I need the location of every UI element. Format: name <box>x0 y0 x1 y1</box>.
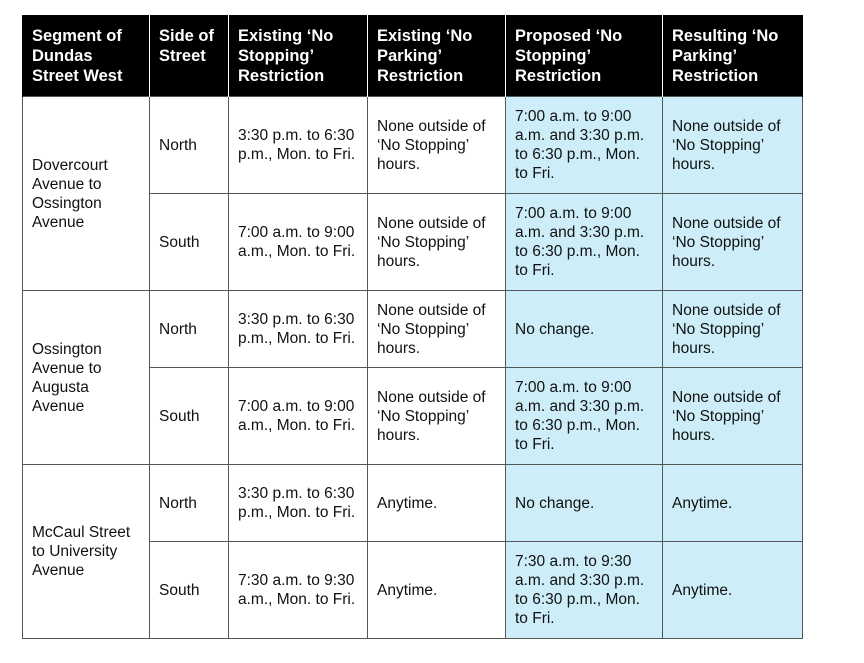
existing-no-stopping-cell: 3:30 p.m. to 6:30 p.m., Mon. to Fri. <box>229 465 368 542</box>
resulting-no-parking-cell: None outside of ‘No Stopping’ hours. <box>663 194 803 291</box>
resulting-no-parking-cell: None outside of ‘No Stopping’ hours. <box>663 368 803 465</box>
header-proposed-no-stopping: Proposed ‘No Stopping’ Restriction <box>506 15 663 97</box>
proposed-no-stopping-cell: 7:00 a.m. to 9:00 a.m. and 3:30 p.m. to 6:30 p.m., Mon. to Fri. <box>506 194 663 291</box>
side-cell: North <box>150 97 229 194</box>
resulting-no-parking-cell: Anytime. <box>663 465 803 542</box>
header-side: Side of Street <box>150 15 229 97</box>
header-segment: Segment of Dundas Street West <box>23 15 150 97</box>
side-cell: South <box>150 368 229 465</box>
table-row <box>23 291 803 368</box>
proposed-no-stopping-cell: No change. <box>506 465 663 542</box>
side-cell: North <box>150 465 229 542</box>
table-row <box>23 97 803 194</box>
existing-no-stopping-cell: 7:00 a.m. to 9:00 a.m., Mon. to Fri. <box>229 194 368 291</box>
proposed-no-stopping-cell: 7:00 a.m. to 9:00 a.m. and 3:30 p.m. to 6:30 p.m., Mon. to Fri. <box>506 368 663 465</box>
side-cell: South <box>150 194 229 291</box>
existing-no-stopping-cell: 7:30 a.m. to 9:30 a.m., Mon. to Fri. <box>229 542 368 639</box>
existing-no-stopping-cell: 3:30 p.m. to 6:30 p.m., Mon. to Fri. <box>229 291 368 368</box>
existing-no-stopping-cell: 3:30 p.m. to 6:30 p.m., Mon. to Fri. <box>229 97 368 194</box>
table-row <box>23 465 803 542</box>
existing-no-parking-cell: None outside of ‘No Stopping’ hours. <box>368 368 506 465</box>
side-cell: South <box>150 542 229 639</box>
resulting-no-parking-cell: None outside of ‘No Stopping’ hours. <box>663 291 803 368</box>
segment-cell: McCaul Street to University Avenue <box>23 465 150 639</box>
proposed-no-stopping-cell: No change. <box>506 291 663 368</box>
existing-no-parking-cell: Anytime. <box>368 465 506 542</box>
header-existing-no-stopping: Existing ‘No Stopping’ Restriction <box>229 15 368 97</box>
segment-cell: Dovercourt Avenue to Ossington Avenue <box>23 97 150 291</box>
resulting-no-parking-cell: Anytime. <box>663 542 803 639</box>
existing-no-parking-cell: Anytime. <box>368 542 506 639</box>
resulting-no-parking-cell: None outside of ‘No Stopping’ hours. <box>663 97 803 194</box>
header-row <box>23 15 803 97</box>
existing-no-parking-cell: None outside of ‘No Stopping’ hours. <box>368 194 506 291</box>
side-cell: North <box>150 291 229 368</box>
header-existing-no-parking: Existing ‘No Parking’ Restriction <box>368 15 506 97</box>
existing-no-parking-cell: None outside of ‘No Stopping’ hours. <box>368 97 506 194</box>
parking-restrictions-table <box>22 15 803 639</box>
proposed-no-stopping-cell: 7:00 a.m. to 9:00 a.m. and 3:30 p.m. to 6:30 p.m., Mon. to Fri. <box>506 97 663 194</box>
proposed-no-stopping-cell: 7:30 a.m. to 9:30 a.m. and 3:30 p.m. to 6:30 p.m., Mon. to Fri. <box>506 542 663 639</box>
existing-no-parking-cell: None outside of ‘No Stopping’ hours. <box>368 291 506 368</box>
existing-no-stopping-cell: 7:00 a.m. to 9:00 a.m., Mon. to Fri. <box>229 368 368 465</box>
segment-cell: Ossington Avenue to Augusta Avenue <box>23 291 150 465</box>
header-resulting-no-parking: Resulting ‘No Parking’ Restriction <box>663 15 803 97</box>
